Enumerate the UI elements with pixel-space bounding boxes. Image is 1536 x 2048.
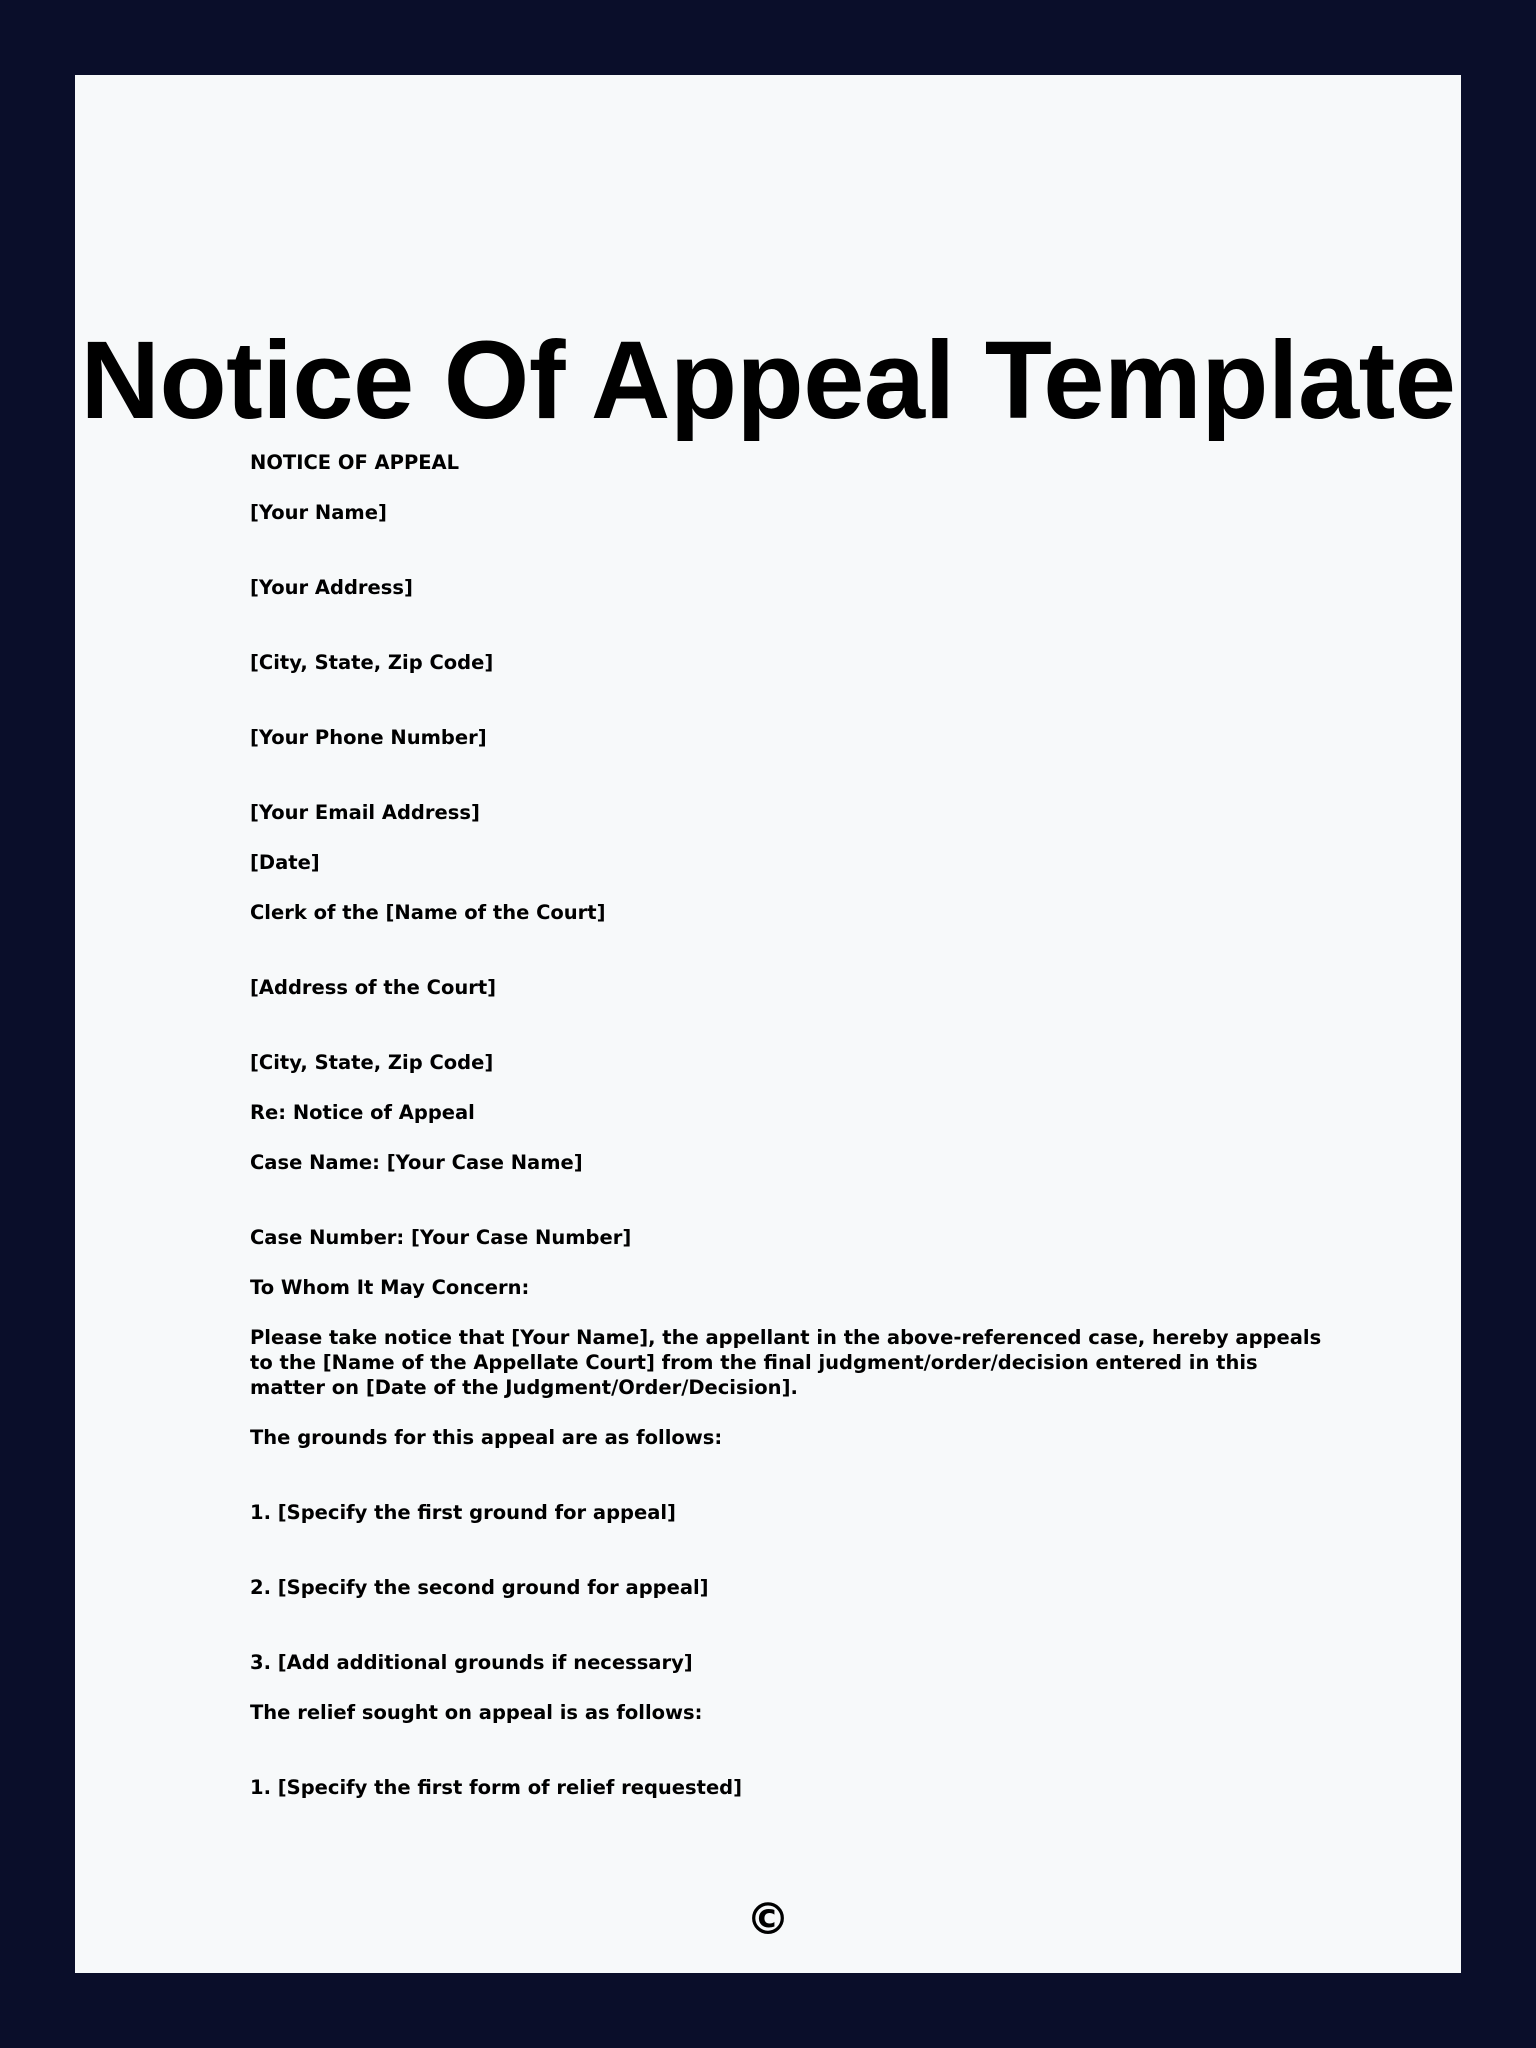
letter-date: [Date] [250,851,320,874]
recipient-clerk: Clerk of the [Name of the Court] [250,901,606,924]
ground-item: 3. [Add additional grounds if necessary] [250,1651,693,1674]
sender-phone: [Your Phone Number] [250,726,487,749]
copyright-icon: © [746,1894,790,1945]
document-title: Notice Of Appeal Template [80,319,1456,442]
re-line: Re: Notice of Appeal [250,1101,475,1124]
sender-address: [Your Address] [250,576,413,599]
relief-intro: The relief sought on appeal is as follows: [250,1701,703,1724]
recipient-address: [Address of the Court] [250,976,497,999]
case-name: Case Name: [Your Case Name] [250,1151,583,1174]
sender-city-state-zip: [City, State, Zip Code] [250,651,494,674]
ground-item: 1. [Specify the first ground for appeal] [250,1501,676,1524]
salutation: To Whom It May Concern: [250,1276,530,1299]
grounds-intro: The grounds for this appeal are as follows: [250,1426,723,1449]
recipient-city-state-zip: [City, State, Zip Code] [250,1051,494,1074]
ground-item: 2. [Specify the second ground for appeal] [250,1576,709,1599]
document-page [75,75,1461,1973]
relief-item: 1. [Specify the first form of relief requested] [250,1776,743,1799]
case-number: Case Number: [Your Case Number] [250,1226,632,1249]
sender-name: [Your Name] [250,501,387,524]
notice-heading: NOTICE OF APPEAL [250,451,460,474]
sender-email: [Your Email Address] [250,801,480,824]
intro-paragraph: Please take notice that [Your Name], the appellant in the above-referenced case, hereby appeals to the [Name of the Appellate Court] from the final judgment/order/decision entered in this matter on [Date of the Judgment/Order/Decision]. [250,1326,1322,1399]
